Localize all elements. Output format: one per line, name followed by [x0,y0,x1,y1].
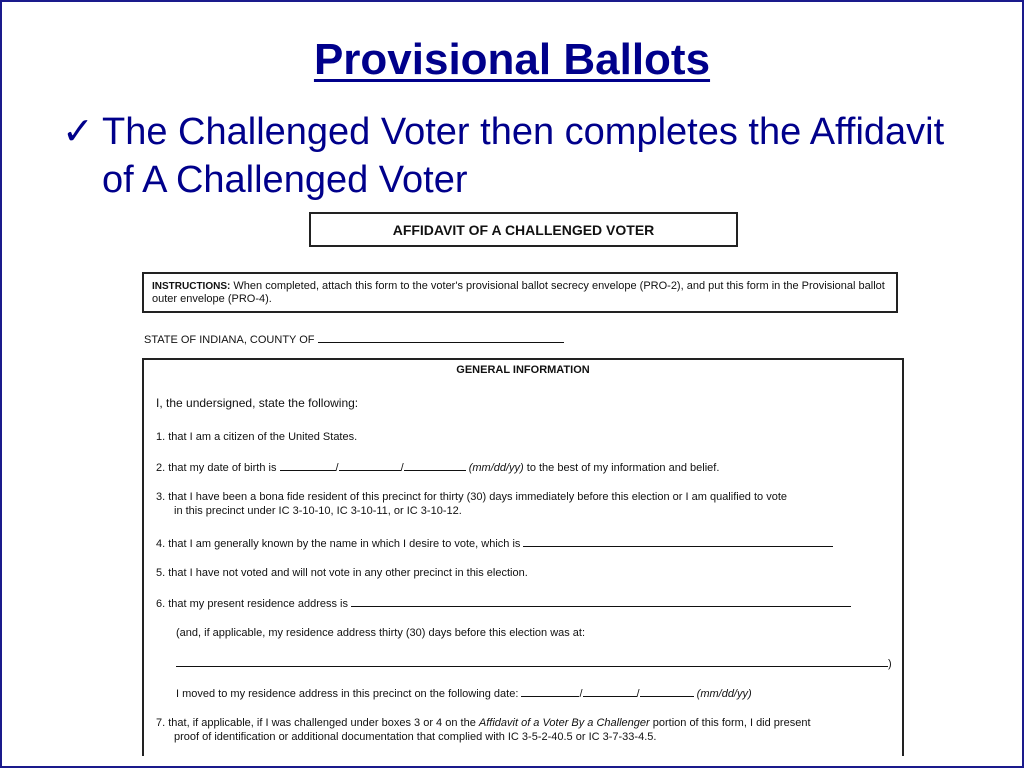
instructions-box [142,272,898,313]
moved-month-blank [521,686,579,697]
closing-paren: ) [888,658,892,670]
item-6-previous-address: (and, if applicable, my residence address thirty (30) days before this election was at: [176,627,586,639]
date-separator: / [335,462,339,474]
item-2 [156,460,896,475]
item-7-text: 7. that, if applicable, if I was challenged under boxes 3 or 4 on the [156,717,476,729]
checkmark-icon: ✓ [62,111,94,153]
county-line [144,332,564,346]
item-3-line-2: in this precinct under IC 3-10-10, IC 3-10-11, or IC 3-10-12. [174,505,462,517]
item-1: 1. that I am a citizen of the United States. [156,431,358,443]
birth-month-blank [280,460,336,471]
date-format-hint: (mm/dd/yy) [696,688,752,700]
moved-date-text: I moved to my residence address in this precinct on the following date: [176,688,519,700]
date-separator: / [400,462,404,474]
instructions-text: When completed, attach this form to the voter's provisional ballot secrecy envelope (PRO-2), and put this form in the Provisional ballot outer envelope (PRO-4). [152,280,885,305]
form-title: AFFIDAVIT OF A CHALLENGED VOTER [309,212,738,247]
date-separator: / [579,688,583,700]
item-6-moved-date [176,686,916,701]
item-7-form-reference: Affidavit of a Voter By a Challenger [478,717,650,729]
item-7 [156,716,896,744]
item-4-text: 4. that I am generally known by the name in which I desire to vote, which is [156,538,521,550]
moved-day-blank [583,686,637,697]
county-label: STATE OF INDIANA, COUNTY OF [144,334,315,346]
item-7-text-end: portion of this form, I did present [652,717,811,729]
item-6-text: 6. that my present residence address is [156,598,348,610]
moved-year-blank [640,686,694,697]
general-information-box [142,358,904,756]
affidavit-form [142,272,904,752]
general-information-title: GENERAL INFORMATION [456,364,590,376]
previous-address-blank [176,656,888,667]
birth-day-blank [339,460,401,471]
county-blank [318,332,564,343]
slide-title: Provisional Ballots [313,35,711,84]
date-format-hint: (mm/dd/yy) [468,462,524,474]
item-3-line-1: 3. that I have been a bona fide resident of this precinct for thirty (30) days immediately before this election or I am qualified to vote [156,491,788,503]
intro-statement: I, the undersigned, state the following: [156,396,359,410]
birth-year-blank [404,460,466,471]
item-3 [156,490,896,518]
name-blank [523,536,833,547]
residence-address-blank [351,596,851,607]
item-7-line-2: proof of identification or additional documentation that complied with IC 3-5-2-40.5 or IC 3-7-33-4.5. [174,731,657,743]
instructions-label: INSTRUCTIONS: [152,281,231,292]
item-5: 5. that I have not voted and will not vote in any other precinct in this election. [156,567,528,579]
bullet-text: The Challenged Voter then completes the Affidavit of A Challenged Voter [102,111,945,201]
item-2-text: 2. that my date of birth is [156,462,277,474]
date-separator: / [636,688,640,700]
item-6 [156,596,896,611]
item-6-previous-address-line [176,656,916,671]
item-4 [156,536,896,551]
item-2-suffix: to the best of my information and belief. [526,462,720,474]
